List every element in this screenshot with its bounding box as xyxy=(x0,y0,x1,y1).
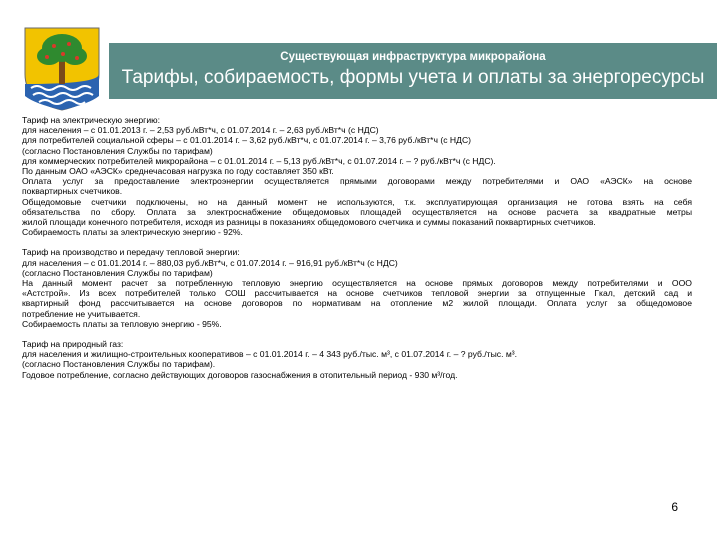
text-line: для населения – с 01.01.2014 г. – 880,03 руб./кВт*ч, с 01.07.2014 г. – 916,91 руб./кВт*ч (с НДС) xyxy=(22,257,398,268)
gas-section xyxy=(22,339,692,380)
text-line: Собираемость платы за тепловую энергию - 95%. xyxy=(22,318,222,329)
slide-title: Тарифы, собираемость, формы учета и оплаты за энергоресурсы xyxy=(121,67,705,88)
text-line: для потребителей социальной сферы – с 01.01.2014 г. – 3,62 руб./кВт*ч, с 01.07.2014 г. – 3,76 руб./кВт*ч (с НДС) xyxy=(22,135,472,146)
text-line: Тариф на природный газ: xyxy=(22,339,124,350)
text-line: Годовое потребление, согласно действующих договоров газоснабжения в отопительный период - 930 м³/год. xyxy=(22,369,458,380)
text-line: для коммерческих потребителей микрорайона – с 01.01.2014 г. – 5,13 руб./кВт*ч, с 01.07.2014 г. – ? руб./кВт*ч (с НДС). xyxy=(22,155,496,166)
city-emblem xyxy=(19,24,105,112)
text-line: обязательства по сбору. Оплата за электроснабжение общедомовых площадей осуществляется на основе расчета за квадратные метры xyxy=(22,206,692,217)
slide-subtitle: Существующая инфраструктура микрорайона xyxy=(280,51,546,63)
text-line: Оплата услуг за предоставление электроэнергии осуществляется прямыми договорами между потребителями и ОАО «АЭСК» на основе xyxy=(22,176,692,187)
text-line: Собираемость платы за электрическую энергию - 92%. xyxy=(22,227,243,238)
electricity-section xyxy=(22,115,692,237)
text-line: для населения и жилищно-строительных кооперативов – с 01.01.2014 г. – 4 343 руб./тыс. м³, с 01.07.2014 г. – ? руб./тыс. м³. xyxy=(22,349,518,360)
text-line: На данный момент расчет за потребленную тепловую энергию осуществляется на основе прямых договоров между потребителями и ООО xyxy=(22,278,692,289)
page-number: 6 xyxy=(671,500,678,514)
slide-header xyxy=(109,43,717,99)
text-line: Тариф на производство и передачу тепловой энергии: xyxy=(22,247,240,258)
text-line: (согласно Постановления Службы по тарифам) xyxy=(22,145,213,156)
text-line: для населения – с 01.01.2013 г. – 2,53 руб./кВт*ч, с 01.07.2014 г. – 2,63 руб./кВт*ч (с НДС) xyxy=(22,125,379,136)
text-line: Тариф на электрическую энергию: xyxy=(22,115,160,125)
slide-content xyxy=(22,115,692,380)
text-line: потребление не учитывается. xyxy=(22,308,141,319)
text-line: поквартирных счетчиков. xyxy=(22,186,123,197)
text-line: «Астстрой». Из всех потребителей только СОШ рассчитывается на основе счетчиков тепловой энергии за отпущенные Гкал, детский сад и xyxy=(22,288,692,299)
text-line: По данным ОАО «АЭСК» среднечасовая нагрузка по году составляет 350 кВт. xyxy=(22,166,334,177)
text-line: Общедомовые счетчики подключены, но на данный момент не используются, т.к. эксплуатирующая организация не готова взять на себя xyxy=(22,196,692,207)
text-line: жилой площади конечного потребителя, исходя из разницы в показаниях общедомового счетчика и суммы показаний поквартирных счетчиков. xyxy=(22,217,596,228)
text-line: (согласно Постановления Службы по тарифам). xyxy=(22,359,216,370)
text-line: квартирный фонд рассчитывается на основе договоров по нормативам на отопление м2 жилой площади. Оплата услуг за общедомовое xyxy=(22,298,692,309)
heat-section xyxy=(22,247,692,329)
text-line: (согласно Постановления Службы по тарифам) xyxy=(22,267,213,278)
